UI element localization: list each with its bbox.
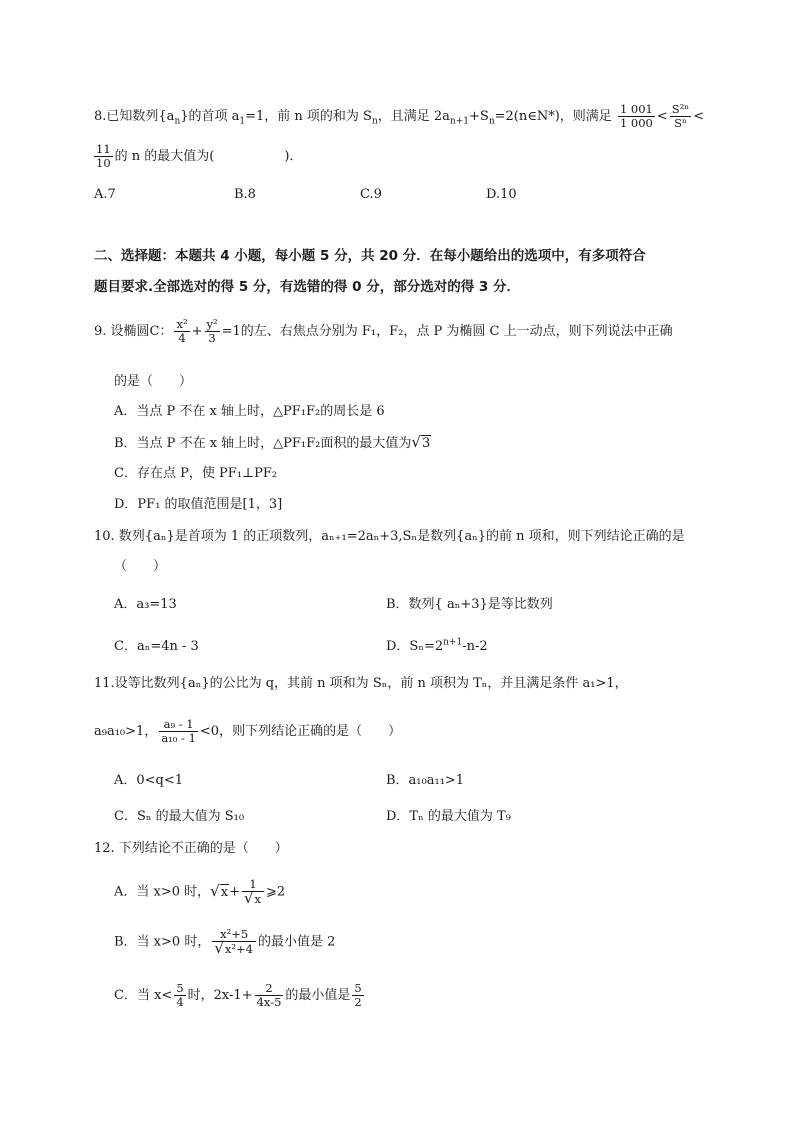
q8-option-d: D.10 [486, 187, 517, 202]
frac-den: 4x-5 [256, 995, 282, 1009]
frac-num: 2 [255, 982, 284, 996]
q10-option-b: B．数列{ aₙ+3}是等比数列 [386, 597, 553, 612]
q10-option-d [386, 638, 488, 656]
frac-num: 11 [96, 142, 111, 156]
frac-den: a₁₀ - 1 [161, 731, 196, 745]
frac-num: 1 [242, 878, 264, 892]
q10-option-d-exponent: n+1 [443, 637, 463, 648]
frac-den: 4 [178, 331, 186, 345]
q12-text: 的最小值是 2 [257, 934, 336, 950]
q8-text: 的 n 的最大值为( [114, 149, 215, 164]
q12-stem: 12. 下列结论不正确的是（ ） [94, 841, 288, 856]
q11-stem-line1: 11.设等比数列{aₙ}的公比为 q，其前 n 项和为 Sₙ，前 n 项积为 Tₙ，并且满足条件 a₁>1， [94, 676, 628, 691]
frac-num: 5 [354, 981, 362, 995]
q9-plus: + [191, 324, 203, 339]
q8-stem-line2 [94, 143, 302, 170]
q11-stem-line2 [94, 718, 401, 745]
q8-lt: < [693, 109, 705, 124]
q12-a-fraction [242, 878, 264, 906]
q9-text: 9. 设椭圆C： [94, 324, 173, 339]
q8-text: 8.已知数列{a [94, 109, 175, 124]
frac-den: 3 [208, 331, 216, 345]
q12-c-fraction-5-2 [352, 982, 363, 1009]
q10-stem-line2: （ ） [114, 559, 167, 574]
q12-text: C．当 x< [114, 988, 173, 1003]
frac-num: x² [176, 317, 188, 331]
q8-sub: 1 [239, 116, 246, 127]
sqrt-radicand: x [220, 884, 229, 900]
q12-text: 时，2x-1+ [187, 988, 253, 1003]
q11-fraction [159, 718, 198, 745]
frac-den: 2 [354, 995, 362, 1009]
frac-num: y² [206, 317, 218, 331]
q8-sub: n [174, 116, 181, 127]
section-2-heading-line1: 二、选择题：本题共 4 小题，每小题 5 分，共 20 分．在每小题给出的选项中，有多项符合 [94, 248, 646, 264]
q8-fraction-1001-1000 [618, 103, 655, 130]
q12-plus: + [229, 884, 240, 900]
sqrt-radicand: 3 [421, 436, 431, 451]
sqrt-radicand: x²+4 [224, 942, 253, 956]
q11-option-b: B．a₁₀a₁₁>1 [386, 773, 465, 788]
q11-option-c: C．Sₙ 的最大值为 S₁₀ [114, 809, 245, 824]
frac-num: 5 [176, 981, 184, 995]
q12-c-fraction-2 [255, 982, 284, 1009]
frac-den: 4 [176, 995, 184, 1009]
sqrt-symbol: √x²+4 [214, 939, 253, 957]
q8-text: =2(n∈N*)，则满足 [494, 109, 612, 124]
q8-text: }的首项 a [180, 109, 240, 124]
q8-option-c: C.9 [360, 187, 382, 202]
q12-text: A．当 x>0 时， [114, 884, 211, 900]
q8-stem-line1 [94, 103, 704, 130]
q10-option-c: C．aₙ=4n - 3 [114, 639, 199, 654]
q8-text: =1，前 n 项的和为 S [245, 109, 372, 124]
q11-text: <0，则下列结论正确的是（ ） [199, 724, 402, 739]
frac-den: 1 000 [619, 116, 653, 130]
frac-den [242, 889, 264, 907]
q8-sub: n+1 [449, 116, 469, 127]
sqrt-symbol: √3 [411, 433, 431, 451]
sqrt-symbol: √x [243, 889, 262, 907]
q9-stem-line2: 的是（ ） [114, 374, 193, 389]
q9-option-d: D．PF₁ 的取值范围是[1，3] [114, 497, 283, 512]
q9-option-b-text: B．当点 P 不在 x 轴上时，△PF₁F₂面积的最大值为 [114, 436, 412, 451]
q9-option-c: C．存在点 P，使 PF₁⊥PF₂ [114, 466, 278, 481]
q12-text: ⩾2 [266, 884, 286, 900]
frac-den: 10 [96, 156, 111, 170]
q9-stem-line1 [94, 318, 673, 345]
q8-text: )． [284, 149, 303, 164]
q8-fraction-s2n-sn [670, 103, 691, 130]
section-2-heading-line2: 题目要求.全部选对的得 5 分，有选错的得 0 分，部分选对的得 3 分． [94, 279, 521, 295]
q8-option-b: B.8 [234, 187, 256, 202]
q12-option-c [114, 982, 366, 1009]
q12-text: 的最小值是 [285, 988, 351, 1003]
frac-num: S²ⁿ [671, 102, 690, 116]
q8-text: ，且满足 2a [377, 109, 450, 124]
frac-num: a₉ - 1 [159, 718, 198, 732]
q8-option-a: A.7 [94, 187, 116, 202]
q11-option-a: A．0<q<1 [114, 773, 184, 788]
q12-text: B．当 x>0 时， [114, 934, 211, 950]
q8-fraction-11-10 [94, 143, 113, 170]
q11-option-d: D．Tₙ 的最大值为 T₉ [386, 809, 511, 824]
q10-stem-line1: 10. 数列{aₙ}是首项为 1 的正项数列，aₙ₊₁=2aₙ+3,Sₙ是数列{aₙ}的前 n 项和，则下列结论正确的是 [94, 529, 685, 544]
q9-option-a: A．当点 P 不在 x 轴上时，△PF₁F₂的周长是 6 [114, 404, 385, 419]
frac-num: x²+5 [212, 928, 256, 942]
q8-sub: n [488, 116, 495, 127]
q8-sub: n [371, 116, 378, 127]
frac-den [212, 939, 256, 957]
sqrt-symbol: √x [210, 881, 229, 900]
q8-text: +S [469, 109, 489, 124]
q10-option-d-text: -n-2 [462, 639, 488, 654]
frac-den: Sⁿ [674, 116, 687, 130]
q9-fraction-y2-3 [205, 318, 220, 345]
q12-c-fraction-5-4 [174, 982, 185, 1009]
q12-option-a [114, 878, 285, 906]
q12-b-fraction [212, 928, 256, 956]
q10-option-d-text: D．Sₙ=2 [386, 639, 444, 654]
q9-option-b [114, 433, 431, 453]
q9-text: =1的左、右焦点分别为 F₁，F₂，点 P 为椭圆 C 上一动点，则下列说法中正确 [221, 324, 673, 339]
frac-num: 1 001 [619, 102, 653, 116]
q8-lt: < [656, 109, 668, 124]
q11-text: a₉a₁₀>1， [94, 724, 158, 739]
q10-option-a: A．a₃=13 [114, 597, 177, 612]
q12-option-b [114, 928, 335, 956]
q9-fraction-x2-4 [174, 318, 189, 345]
sqrt-radicand: x [254, 892, 262, 906]
